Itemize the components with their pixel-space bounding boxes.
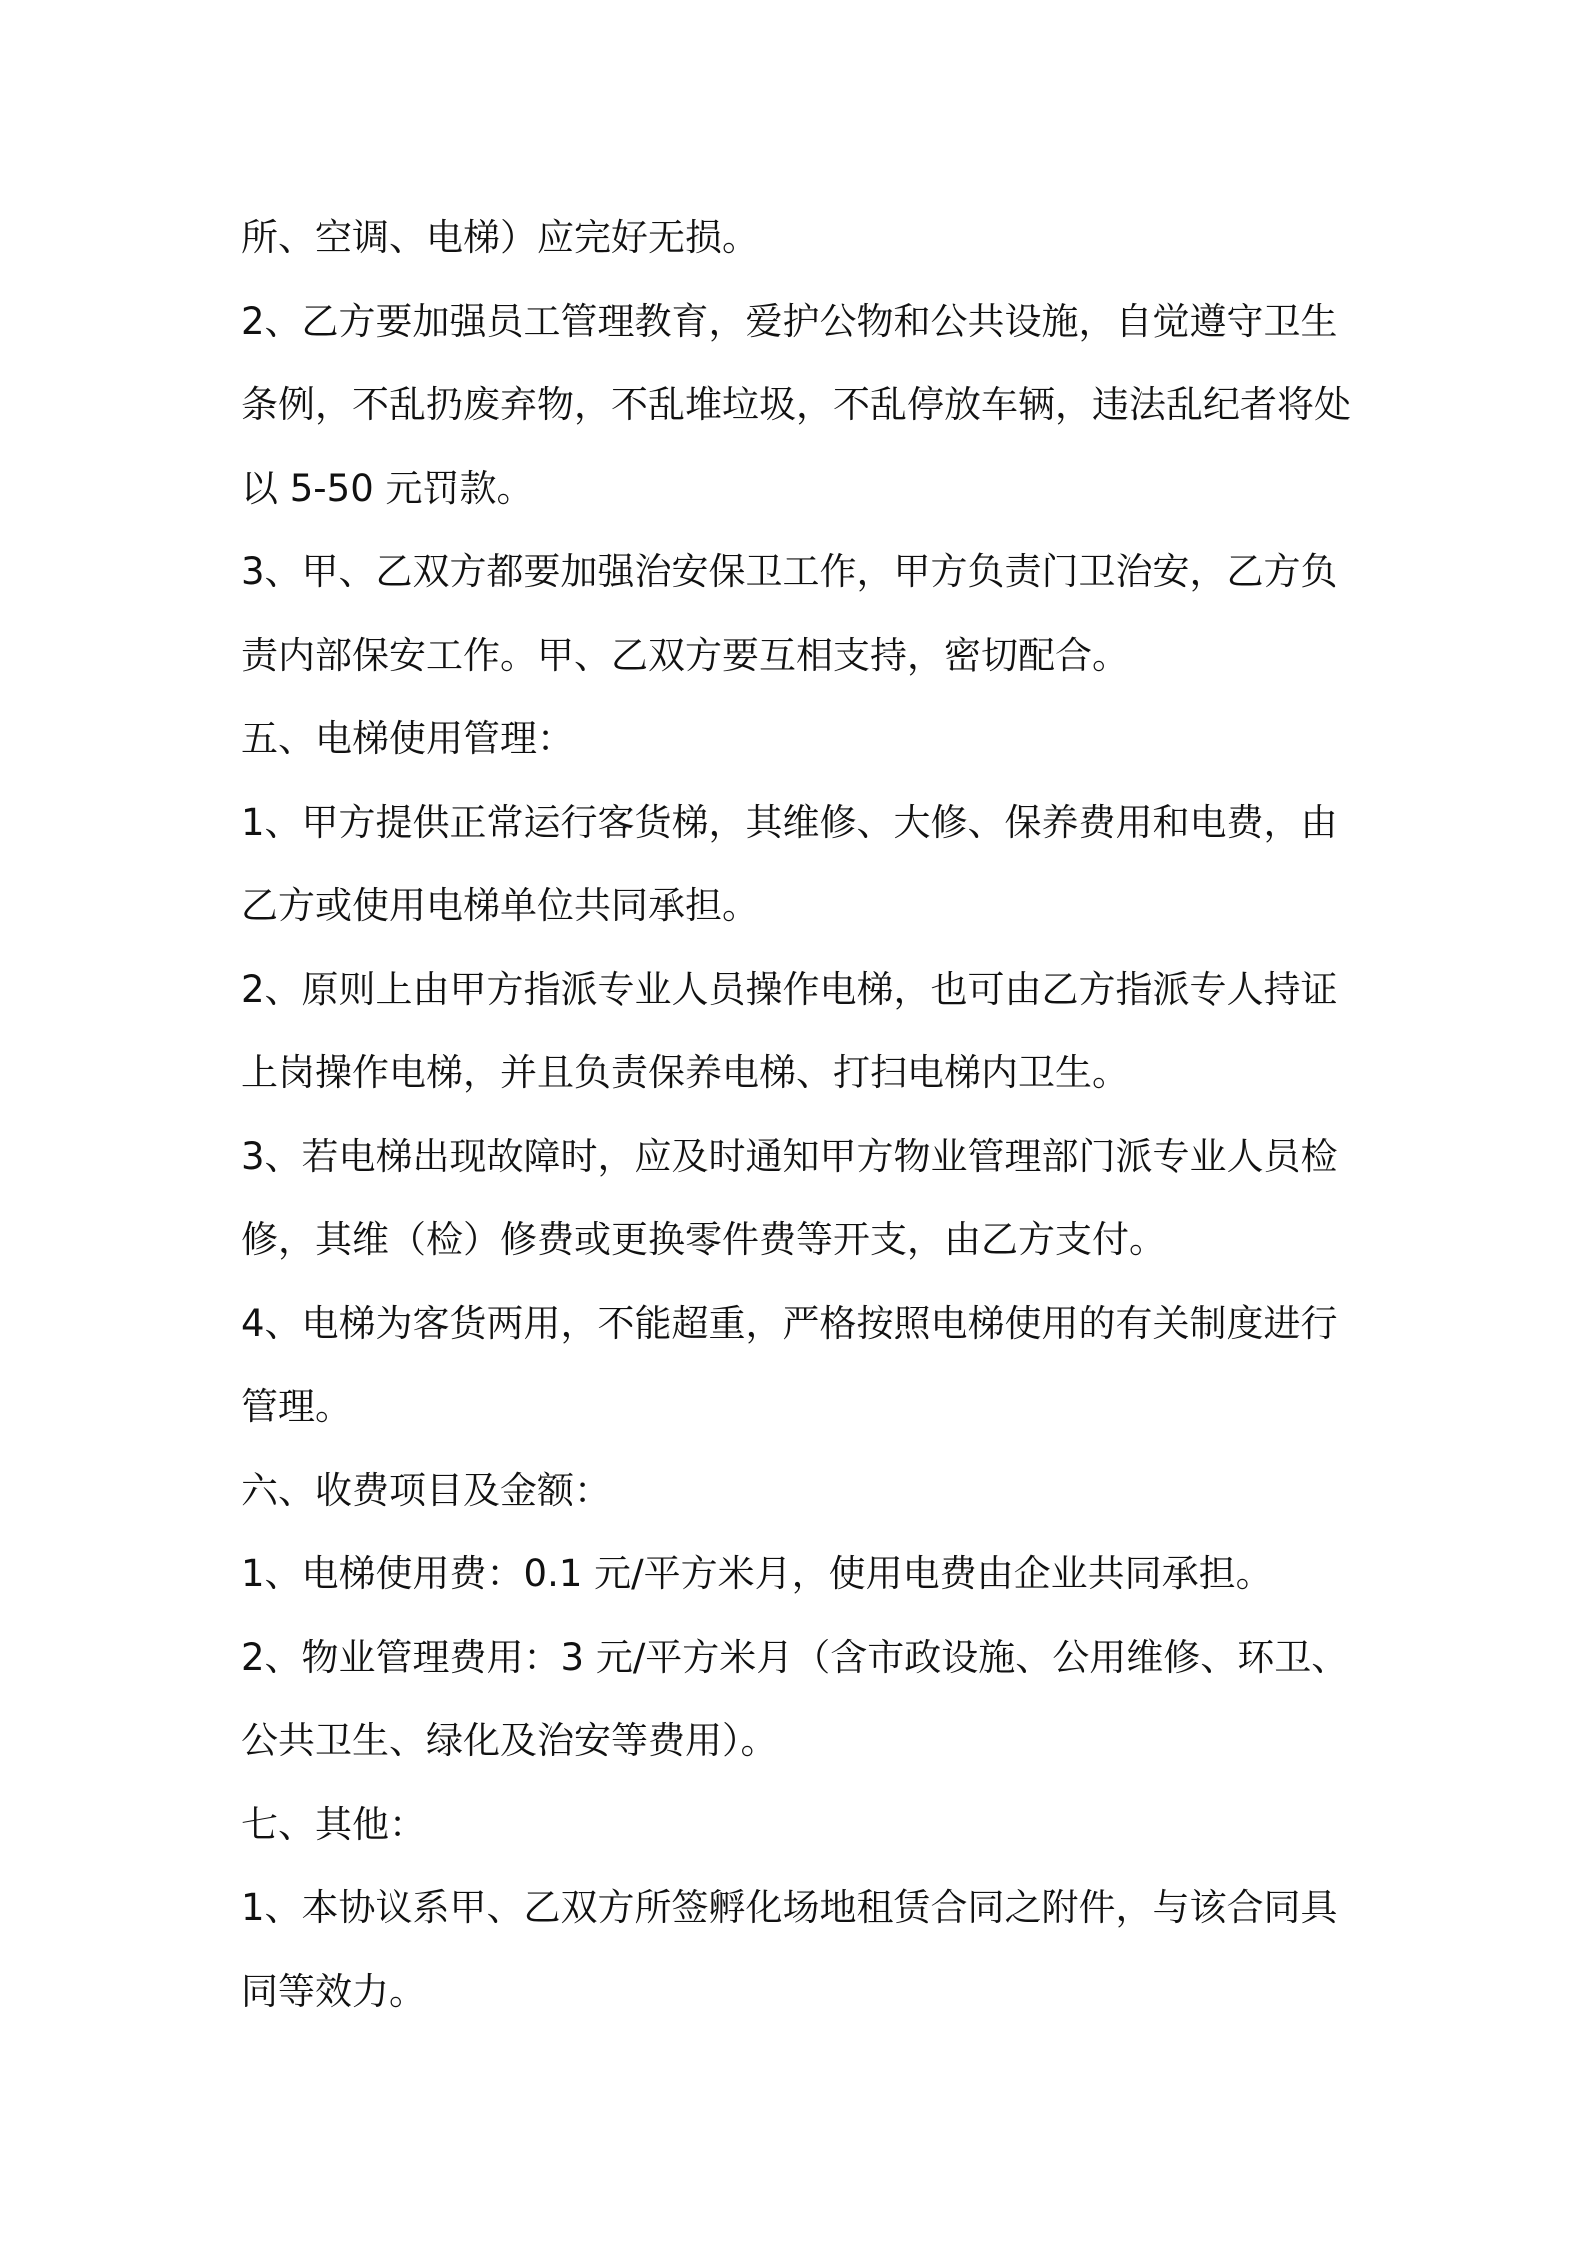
text-line-19: 公共卫生、绿化及治安等费用）。 [241,1719,778,1762]
section-heading-7: 七、其他： [241,1802,426,1846]
text-line-8: 1、甲方提供正常运行客货梯，其维修、大修、保养费用和电费，由 [241,800,1338,844]
text-line-10: 2、原则上由甲方指派专业人员操作电梯，也可由乙方指派专人持证 [241,967,1338,1011]
section-heading-6: 六、收费项目及金额： [241,1468,611,1512]
text-line-12: 3、若电梯出现故障时，应及时通知甲方物业管理部门派专业人员检 [241,1134,1338,1178]
text-line-21: 1、本协议系甲、乙双方所签孵化场地租赁合同之附件，与该合同具 [241,1886,1338,1929]
text-line-3: 条例，不乱扔废弃物，不乱堆垃圾，不乱停放车辆，违法乱纪者将处 [241,383,1351,426]
text-line-2: 2、乙方要加强员工管理教育，爱护公物和公共设施，自觉遵守卫生 [241,299,1338,343]
text-line-4: 以 5-50 元罚款。 [241,466,534,510]
text-line-15: 管理。 [241,1385,352,1428]
text-line-17: 1、电梯使用费：0.1 元/平方米月，使用电费由企业共同承担。 [241,1552,1273,1595]
text-line-13: 修，其维（检）修费或更换零件费等开支，由乙方支付。 [241,1218,1166,1261]
text-line-1: 所、空调、电梯）应完好无损。 [241,216,759,259]
document-body [241,196,1356,2033]
text-line-14: 4、电梯为客货两用，不能超重，严格按照电梯使用的有关制度进行 [241,1301,1338,1345]
text-line-6: 责内部保安工作。甲、乙双方要互相支持，密切配合。 [241,633,1129,677]
text-line-5: 3、甲、乙双方都要加强治安保卫工作，甲方负责门卫治安，乙方负 [241,550,1338,593]
text-line-22: 同等效力。 [241,1969,426,2013]
text-line-9: 乙方或使用电梯单位共同承担。 [241,884,759,927]
text-line-11: 上岗操作电梯，并且负责保养电梯、打扫电梯内卫生。 [241,1051,1129,1094]
section-heading-5: 五、电梯使用管理： [241,717,574,760]
text-line-18: 2、物业管理费用：3 元/平方米月（含市政设施、公用维修、环卫、 [241,1635,1349,1679]
